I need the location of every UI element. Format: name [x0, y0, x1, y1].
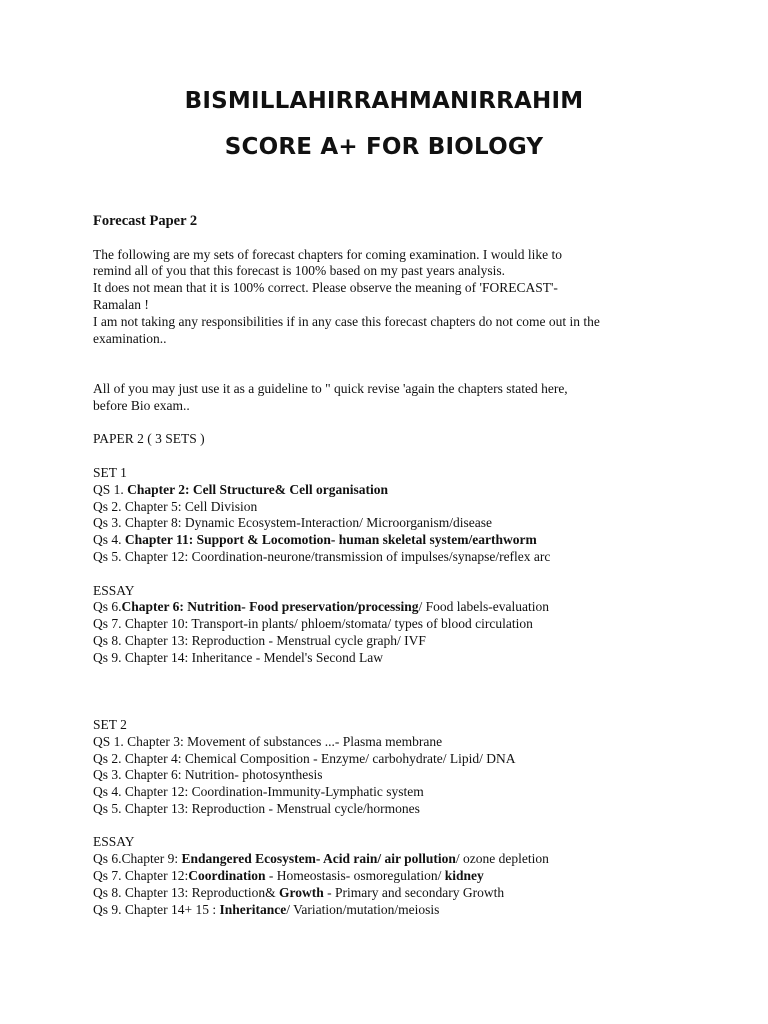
set1-q7: Qs 7. Chapter 10: Transport-in plants/ phloem/stomata/ types of blood circulation [93, 616, 533, 632]
intro-line: It does not mean that it is 100% correct. Please observe the meaning of 'FORECAST'- [93, 280, 558, 296]
paper-label: PAPER 2 ( 3 SETS ) [93, 431, 205, 447]
set2-q3: Qs 3. Chapter 6: Nutrition- photosynthesis [93, 767, 323, 783]
guideline-line: before Bio exam.. [93, 397, 190, 413]
set2-essay-label: ESSAY [93, 834, 135, 850]
set1-q8: Qs 8. Chapter 13: Reproduction - Menstrual cycle graph/ IVF [93, 632, 426, 648]
set1-essay-label: ESSAY [93, 582, 135, 598]
set1-q4: Qs 4. Chapter 11: Support & Locomotion- human skeletal system/earthworm [93, 532, 537, 548]
set1-q1: QS 1. Chapter 2: Cell Structure& Cell organisation [93, 481, 388, 497]
document-body [93, 213, 693, 918]
document-title: BISMILLAHIRRAHMANIRRAHIM [184, 88, 584, 114]
set1-q3: Qs 3. Chapter 8: Dynamic Ecosystem-Interaction/ Microorganism/disease [93, 515, 493, 531]
set2-label: SET 2 [93, 716, 127, 732]
intro-line: examination.. [93, 330, 167, 346]
set2-q4: Qs 4. Chapter 12: Coordination-Immunity-Lymphatic system [93, 784, 424, 800]
intro-line: The following are my sets of forecast chapters for coming examination. I would like to [93, 246, 562, 262]
set2-q9: Qs 9. Chapter 14+ 15 : Inheritance/ Variation/mutation/meiosis [93, 901, 440, 917]
intro-line: remind all of you that this forecast is 100% based on my past years analysis. [93, 263, 506, 279]
set2-q8: Qs 8. Chapter 13: Reproduction& Growth - Primary and secondary Growth [93, 884, 505, 900]
intro-line: I am not taking any responsibilities if in any case this forecast chapters do not come out in the [93, 313, 600, 329]
set1-label: SET 1 [93, 464, 127, 480]
set2-q1: QS 1. Chapter 3: Movement of substances ...- Plasma membrane [93, 733, 443, 749]
set2-q7: Qs 7. Chapter 12:Coordination - Homeostasis- osmoregulation/ kidney [93, 868, 484, 884]
document-subtitle: SCORE A+ FOR BIOLOGY [224, 134, 544, 160]
set2-q2: Qs 2. Chapter 4: Chemical Composition - Enzyme/ carbohydrate/ Lipid/ DNA [93, 750, 516, 766]
set2-q5: Qs 5. Chapter 13: Reproduction - Menstrual cycle/hormones [93, 800, 420, 816]
set1-q9: Qs 9. Chapter 14: Inheritance - Mendel's Second Law [93, 649, 383, 665]
intro-line: Ramalan ! [93, 296, 149, 312]
set1-q6: Qs 6.Chapter 6: Nutrition- Food preservation/processing/ Food labels-evaluation [93, 599, 549, 615]
set1-q2: Qs 2. Chapter 5: Cell Division [93, 498, 258, 514]
set1-q5: Qs 5. Chapter 12: Coordination-neurone/transmission of impulses/synapse/reflex arc [93, 548, 551, 564]
set2-q6: Qs 6.Chapter 9: Endangered Ecosystem- Acid rain/ air pollution/ ozone depletion [93, 851, 549, 867]
guideline-line: All of you may just use it as a guideline to " quick revise 'again the chapters stated here, [93, 380, 568, 396]
forecast-heading: Forecast Paper 2 [93, 213, 198, 229]
